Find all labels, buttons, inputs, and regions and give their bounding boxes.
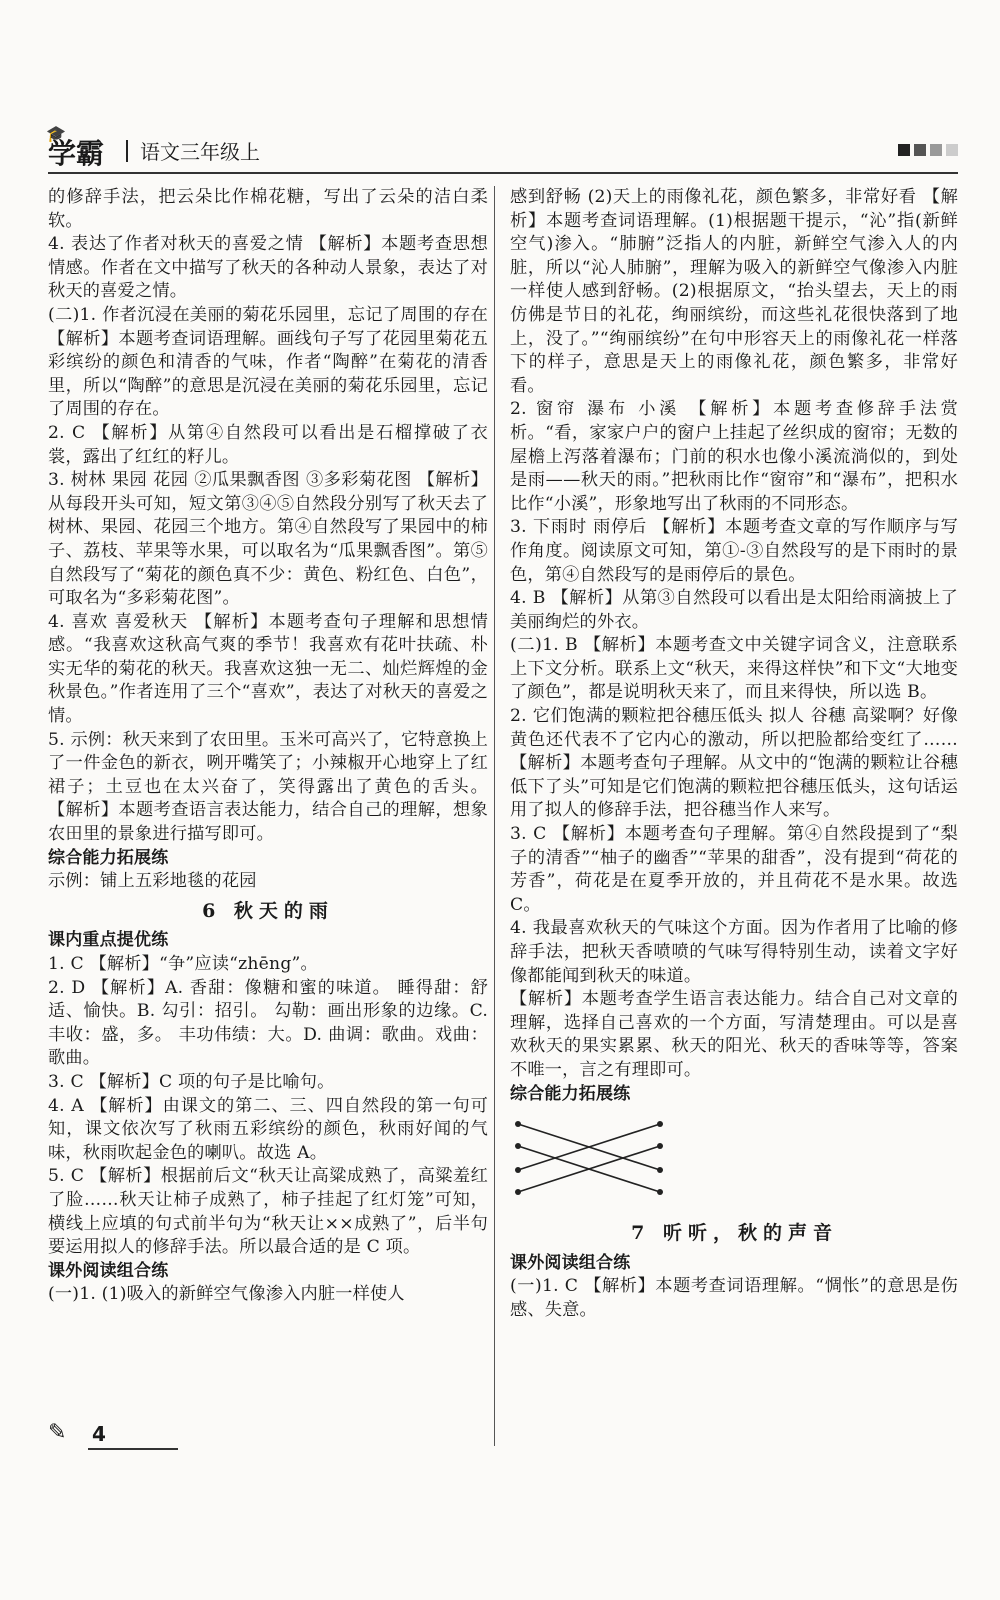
answer-paragraph: (二)1. B 【解析】本题考查文中关键字词含义，注意联系上下文分析。联系上文“秋天，来得这样快”和下文“大地变了颜色”，都是说明秋天来了，而且来得快，所以选 B。 [510,635,958,703]
answer-paragraph: 1. C 【解析】“争”应读“zhēng”。 [48,954,318,974]
answer-paragraph: 5. 示例：秋天来到了农田里。玉米可高兴了，它特意换上了一件金色的新衣，咧开嘴笑了；小辣椒开心地穿上了红裙子；土豆也在太兴奋了，笑得露出了黄色的舌头。 【解析】本题考查语言表达能力，结合自己的理解，想象农田里的景象进行描写即可。 [48,729,488,845]
answer-paragraph: 2. D 【解析】A. 香甜：像糖和蜜的味道。 睡得甜：舒适、愉快。B. 勾引：招引。 勾勒：画出形象的边缘。C. 丰收：盛，多。 丰功伟绩：大。D. 曲调：歌曲。戏曲：歌曲。 [48,977,488,1069]
lesson-title: 7 听听，秋的声音 [631,1222,838,1245]
square-4 [946,144,958,156]
matching-dot [515,1189,521,1195]
answer-paragraph: 2. 它们饱满的颗粒把谷穗压低头 拟人 谷穗 高粱啊？好像黄色还代表不了它内心的激动，所以把脸都给变红了…… 【解析】本题考查句子理解。从文中的“饱满的颗粒让谷穗低下了头”可知是它们饱满的颗粒把谷穗压低头，这句话运用了拟人的修辞手法，把谷穗当作人来写。 [510,706,958,821]
answer-paragraph: 的修辞手法，把云朵比作棉花糖，写出了云朵的洁白柔软。 [48,187,488,231]
matching-dot [657,1167,663,1173]
brand-logo [46,124,105,172]
answer-paragraph: 4. 表达了作者对秋天的喜爱之情 【解析】本题考查思想情感。作者在文中描写了秋天的各种动人景象，表达了对秋天的喜爱之情。 [48,234,488,302]
matching-dot [657,1189,663,1195]
answer-paragraph: 2. C 【解析】从第④自然段可以看出是石榴撑破了衣裳，露出了红红的籽儿。 [48,422,488,467]
section-heading: 课外阅读组合练 [48,1260,169,1281]
column-divider [494,186,495,1446]
square-2 [914,144,926,156]
matching-exercise [510,1116,958,1200]
logo-text: 学霸 [48,137,105,170]
page-number: 4 [92,1422,106,1446]
answer-paragraph: 2. 窗帘 瀑布 小溪 【解析】本题考查修辞手法赏析。“看，家家户户的窗户上挂起了丝织成的窗帘；无数的屋檐上泻落着瀑布；门前的积水也像小溪流淌似的，到处是雨——秋天的雨。”把秋雨比作“窗帘”和“瀑布”，把积水比作“小溪”，形象地写出了秋雨的不同形态。 [510,399,958,514]
answer-paragraph: 4. 喜欢 喜爱秋天 【解析】本题考查句子理解和思想情感。“我喜欢这秋高气爽的季节！我喜欢有花叶扶疏、朴实无华的菊花的秋天。我喜欢这独一无二、灿烂辉煌的金秋景色。”作者连用了三个“喜欢”，表达了对秋天的喜爱之情。 [48,611,488,727]
answer-paragraph: (二)1. 作者沉浸在美丽的菊花乐园里，忘记了周围的存在 【解析】本题考查词语理解。画线句子写了花园里菊花五彩缤纷的颜色和清香的气味，作者“陶醉”在菊花的清香里，所以“陶醉”的意思是沉浸在美丽的菊花乐园里，忘记了周围的存在。 [48,304,488,420]
matching-dot [515,1143,521,1149]
answer-paragraph: 4. B 【解析】从第③自然段可以看出是太阳给雨滴披上了美丽绚烂的外衣。 [510,588,958,632]
square-3 [930,144,942,156]
lesson-title: 6 秋天的雨 [202,899,334,922]
left-column [48,186,488,1307]
matching-dot [515,1121,521,1127]
answer-paragraph: 4. A 【解析】由课文的第二、三、四自然段的第一句可知，课文依次写了秋雨五彩缤纷的颜色，秋雨好闻的气味，秋雨吹起金色的喇叭。故选 A。 [48,1095,488,1163]
header-rule [48,172,958,174]
section-heading: 综合能力拓展练 [48,847,169,868]
matching-dot [515,1167,521,1173]
answer-paragraph: 4. 我最喜欢秋天的气味这个方面。因为作者用了比喻的修辞手法，把秋天香喷喷的气味写得特别生动，读着文字好像都能闻到秋天的味道。 [510,918,958,986]
pencil-icon: ✎ [48,1420,67,1445]
square-1 [898,144,910,156]
page-header [46,124,958,178]
matching-dot [657,1121,663,1127]
graduation-cap-icon: 🎓 [46,124,66,143]
answer-paragraph: (一)1. (1)吸入的新鲜空气像渗入内脏一样使人 [48,1284,405,1305]
answer-paragraph: 示例：铺上五彩地毯的花园 [48,871,257,892]
section-heading: 综合能力拓展练 [510,1083,631,1104]
matching-lines [510,1116,690,1200]
answer-paragraph: 3. C 【解析】C 项的句子是比喻句。 [48,1071,335,1092]
header-squares [898,144,958,156]
section-heading: 课内重点提优练 [48,930,169,951]
header-separator [126,140,128,162]
footer-rule [88,1448,178,1450]
answer-paragraph: 感到舒畅 (2)天上的雨像礼花，颜色繁多，非常好看 【解析】本题考查词语理解。(1)根据题干提示，“沁”指(新鲜空气)渗入。“肺腑”泛指人的内脏，新鲜空气渗入人的内脏，所以“沁人肺腑”，理解为吸入的新鲜空气像渗入内脏一样使人感到舒畅。(2)根据原文，“抬头望去，天上的雨仿佛是节日的礼花，绚丽缤纷，而这些礼花很快落到了地上，没了。”“绚丽缤纷”在句中形容天上的雨像礼花一样落下的样子，意思是天上的雨像礼花，颜色繁多，非常好看。 [510,187,958,396]
right-column [510,186,958,1323]
answer-paragraph: 3. 树林 果园 花园 ②瓜果飘香图 ③多彩菊花图 【解析】从每段开头可知，短文第③④⑤自然段分别写了秋天去了树林、果园、花园三个地方。第④自然段写了果园中的柿子、荔枝、苹果等水果，可以取名为“瓜果飘香图”。第⑤自然段写了“菊花的颜色真不少：黄色、粉红色、白色”，可取名为“多彩菊花图”。 [48,470,488,609]
subject-title: 语文三年级上 [140,140,260,164]
section-heading: 课外阅读组合练 [510,1252,631,1273]
answer-paragraph: (一)1. C 【解析】本题考查词语理解。“惆怅”的意思是伤感、失意。 [510,1276,958,1320]
answer-paragraph: 【解析】本题考查学生语言表达能力。结合自己对文章的理解，选择自己喜欢的一个方面，写清楚理由。可以是喜欢秋天的果实累累、秋天的阳光、秋天的香味等等，答案不唯一，言之有理即可。 [510,989,958,1080]
answer-paragraph: 3. C 【解析】本题考查句子理解。第④自然段提到了“梨子的清香”“柚子的幽香”“苹果的甜香”，没有提到“荷花的芳香”，荷花是在夏季开放的，并且荷花不是水果。故选 C。 [510,824,958,915]
answer-paragraph: 5. C 【解析】根据前后文“秋天让高粱成熟了，高粱羞红了脸……秋天让柿子成熟了，柿子挂起了红灯笼”可知，横线上应填的句式前半句为“秋天让××成熟了”，后半句要运用拟人的修辞手法。所以最合适的是 C 项。 [48,1166,488,1258]
answer-paragraph: 3. 下雨时 雨停后 【解析】本题考查文章的写作顺序与写作角度。阅读原文可知，第①-③自然段写的是下雨时的景色，第④自然段写的是雨停后的景色。 [510,517,958,585]
matching-dot [657,1143,663,1149]
